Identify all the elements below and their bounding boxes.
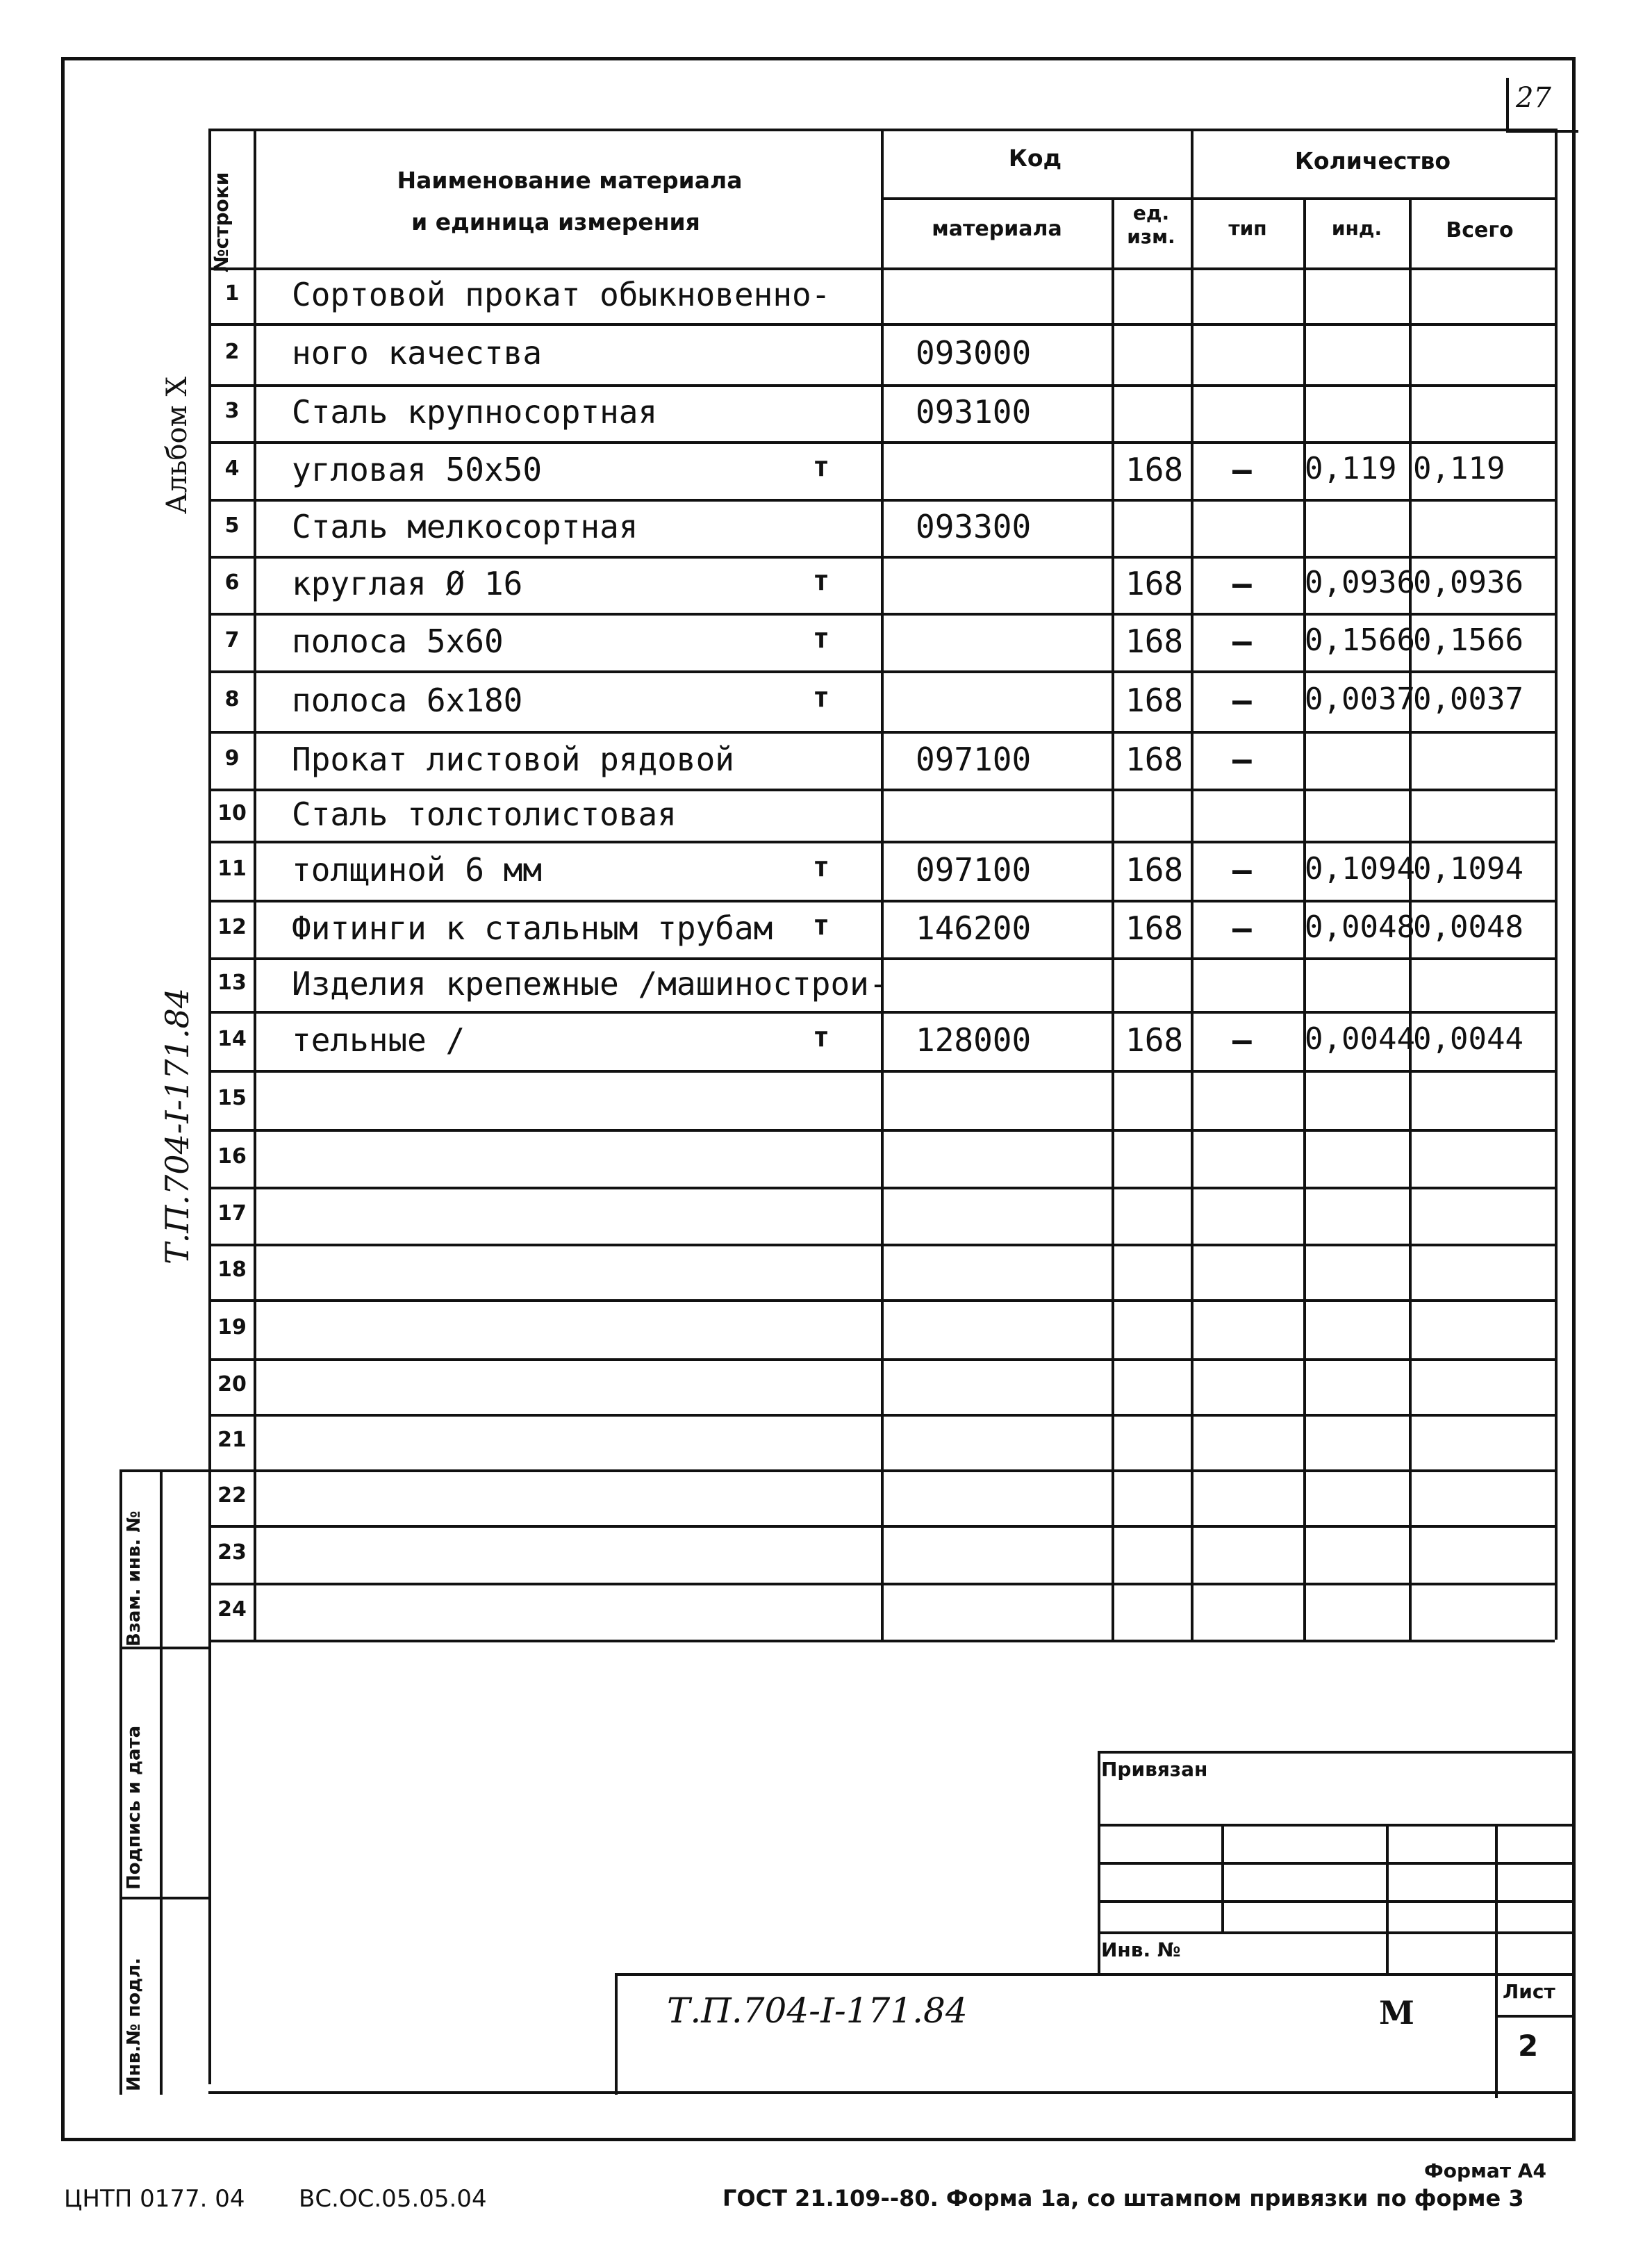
row-code: 093000 (916, 334, 1032, 372)
row-qty-total: 0,119 (1413, 450, 1505, 486)
header-row-number-label: №строки (210, 172, 233, 272)
row-qty-total: 0,0037 (1413, 681, 1523, 717)
row-qty-type: – (1232, 850, 1252, 889)
row-name: Сталь крупносортная (292, 393, 658, 431)
header-qty-type: тип (1228, 217, 1267, 240)
side-strip-top (119, 1469, 208, 1472)
title-block-left (615, 1973, 618, 2095)
row-unit: т (813, 450, 830, 483)
row-name: круглая Ø 16 (292, 565, 523, 602)
side-strip-left (119, 1469, 122, 2095)
row-number: 2 (224, 340, 240, 364)
row-unit-code: 168 (1125, 565, 1184, 602)
row-name: Изделия крепежные /машинострои- (292, 964, 889, 1003)
row-unit-code: 168 (1125, 909, 1184, 947)
row-qty-ind: 0,1566 (1305, 622, 1415, 658)
row-name: ного качества (292, 334, 543, 372)
row-qty-type: – (1232, 681, 1252, 719)
stamp-col-1 (1221, 1824, 1224, 1931)
row-number: 15 (217, 1085, 247, 1110)
stamp-sheet-value: 2 (1518, 2029, 1539, 2063)
stamp-top-line (1098, 1751, 1576, 1754)
row-qty-type: – (1232, 909, 1252, 947)
row-qty-type: – (1232, 450, 1252, 488)
side-label-signature: Подпись и дата (124, 1725, 144, 1890)
row-name: тельные / (292, 1021, 465, 1059)
side-strip-div1 (119, 1647, 208, 1649)
row-unit-code: 168 (1125, 450, 1184, 488)
side-strip-right (208, 1640, 211, 2084)
header-mid-line (881, 197, 1555, 200)
header-qty-total: Всего (1446, 218, 1514, 242)
row-number: 9 (224, 745, 240, 770)
row-number: 20 (217, 1372, 247, 1396)
row-number: 12 (217, 914, 247, 939)
row-qty-type: – (1232, 622, 1252, 660)
col-line-code (881, 129, 884, 1640)
stamp-inv-no: Инв. № (1101, 1938, 1181, 1961)
row-name: Сталь толстолистовая (292, 795, 677, 833)
row-code: 093100 (916, 393, 1032, 431)
row-number: 17 (217, 1201, 247, 1226)
row-qty-total: 0,0044 (1413, 1021, 1523, 1057)
header-qty-ind: инд. (1331, 217, 1382, 240)
row-unit-code: 168 (1125, 622, 1184, 660)
stamp-col-2 (1386, 1824, 1389, 1973)
row-unit: т (813, 681, 830, 714)
title-block-bottom (208, 2091, 1576, 2094)
row-name: Сталь мелкосортная (292, 508, 638, 545)
row-number: 1 (224, 281, 240, 306)
header-code-unit: ед. изм. (1127, 201, 1175, 248)
header-code: Код (1008, 145, 1062, 172)
row-number: 21 (217, 1428, 247, 1452)
side-label-album: Альбом X (161, 377, 193, 514)
header-name-line1: Наименование материала (397, 167, 743, 194)
page-frame (61, 57, 1576, 2141)
stamp-privyazan: Привязан (1101, 1758, 1208, 1781)
side-strip-div2 (119, 1897, 208, 1899)
footer-left-code: ЦНТП 0177. 04 (64, 2185, 245, 2213)
row-name: полоса 6x180 (292, 681, 523, 719)
row-qty-ind: 0,119 (1305, 450, 1397, 486)
row-qty-ind: 0,0037 (1305, 681, 1415, 717)
stamp-sheet-label: Лист (1503, 1980, 1555, 2003)
col-line-type (1191, 129, 1193, 1640)
row-unit: т (813, 622, 830, 654)
row-name: Прокат листовой рядовой (292, 740, 734, 778)
row-number: 22 (217, 1483, 247, 1508)
stamp-line-4 (1098, 1931, 1576, 1934)
row-qty-total: 0,0048 (1413, 909, 1523, 945)
row-number: 18 (217, 1258, 247, 1282)
row-qty-ind: 0,0936 (1305, 565, 1415, 600)
row-number: 24 (217, 1597, 247, 1622)
row-qty-total: 0,1094 (1413, 850, 1523, 887)
page-number: 27 (1516, 82, 1551, 114)
row-number: 4 (224, 456, 240, 481)
header-code-material: материала (932, 217, 1062, 241)
row-number: 13 (217, 970, 247, 995)
row-number: 14 (217, 1026, 247, 1051)
row-name: Фитинги к стальным трубам (292, 909, 773, 947)
row-code: 146200 (916, 909, 1032, 947)
row-number: 3 (224, 399, 240, 423)
row-number: 7 (224, 627, 240, 652)
side-strip-mid (160, 1469, 163, 2095)
row-unit-code: 168 (1125, 1021, 1184, 1059)
row-qty-type: – (1232, 1021, 1252, 1059)
stamp-line-2 (1098, 1862, 1576, 1865)
header-name (264, 160, 875, 243)
row-number: 5 (224, 513, 240, 538)
stamp-col-3 (1495, 1824, 1498, 2098)
row-name: толщиной 6 мм (292, 850, 543, 889)
row-qty-total: 0,0936 (1413, 565, 1523, 600)
row-number: 10 (217, 800, 247, 825)
row-unit: т (813, 909, 830, 941)
stamp-designation: Т.П.704-I-171.84 (667, 1990, 968, 2031)
row-qty-ind: 0,0048 (1305, 909, 1415, 945)
footer-mid-code: ВС.ОС.05.05.04 (299, 2185, 487, 2213)
side-label-vzam: Взам. инв. № (124, 1510, 144, 1647)
col-line-ed (1112, 197, 1114, 1640)
row-number: 8 (224, 686, 240, 711)
row-name: угловая 50x50 (292, 450, 543, 488)
row-code: 097100 (916, 850, 1032, 889)
side-label-inv-podl: Инв.№ подл. (124, 1957, 144, 2091)
row-qty-type: – (1232, 740, 1252, 778)
row-number: 19 (217, 1314, 247, 1339)
row-unit: т (813, 850, 830, 883)
header-name-line2: и единица измерения (411, 208, 700, 236)
stamp-letter: М (1379, 1994, 1414, 2031)
row-name: Сортовой прокат обыкновенно- (292, 276, 831, 313)
footer-format: Формат А4 (1424, 2159, 1546, 2182)
table-bottom-line (208, 1640, 1555, 1642)
footer-gost: ГОСТ 21.109--80. Форма 1а, со штампом привязки по форме 3 (722, 2185, 1524, 2211)
header-row-number (210, 133, 233, 272)
row-code: 097100 (916, 740, 1032, 778)
stamp-line-1 (1098, 1824, 1576, 1827)
stamp-line-3 (1098, 1900, 1576, 1903)
row-qty-total: 0,1566 (1413, 622, 1523, 658)
row-number: 11 (217, 856, 247, 881)
row-qty-ind: 0,1094 (1305, 850, 1415, 887)
row-number: 16 (217, 1144, 247, 1169)
row-number: 6 (224, 570, 240, 595)
row-unit-code: 168 (1125, 681, 1184, 719)
row-code: 128000 (916, 1021, 1032, 1059)
side-label-project: Т.П.704-I-171.84 (158, 987, 196, 1264)
header-quantity: Количество (1294, 147, 1451, 174)
title-block-top (615, 1973, 1576, 1976)
row-code: 093300 (916, 508, 1032, 545)
row-unit-code: 168 (1125, 850, 1184, 889)
col-line-end (1555, 129, 1558, 1640)
sheet-div (1495, 2015, 1576, 2018)
row-unit: т (813, 1021, 830, 1053)
row-unit: т (813, 565, 830, 597)
row-name: полоса 5x60 (292, 622, 504, 660)
row-qty-type: – (1232, 565, 1252, 602)
row-unit-code: 168 (1125, 740, 1184, 778)
row-qty-ind: 0,0044 (1305, 1021, 1415, 1057)
col-line-name (254, 129, 256, 1640)
row-number: 23 (217, 1540, 247, 1565)
